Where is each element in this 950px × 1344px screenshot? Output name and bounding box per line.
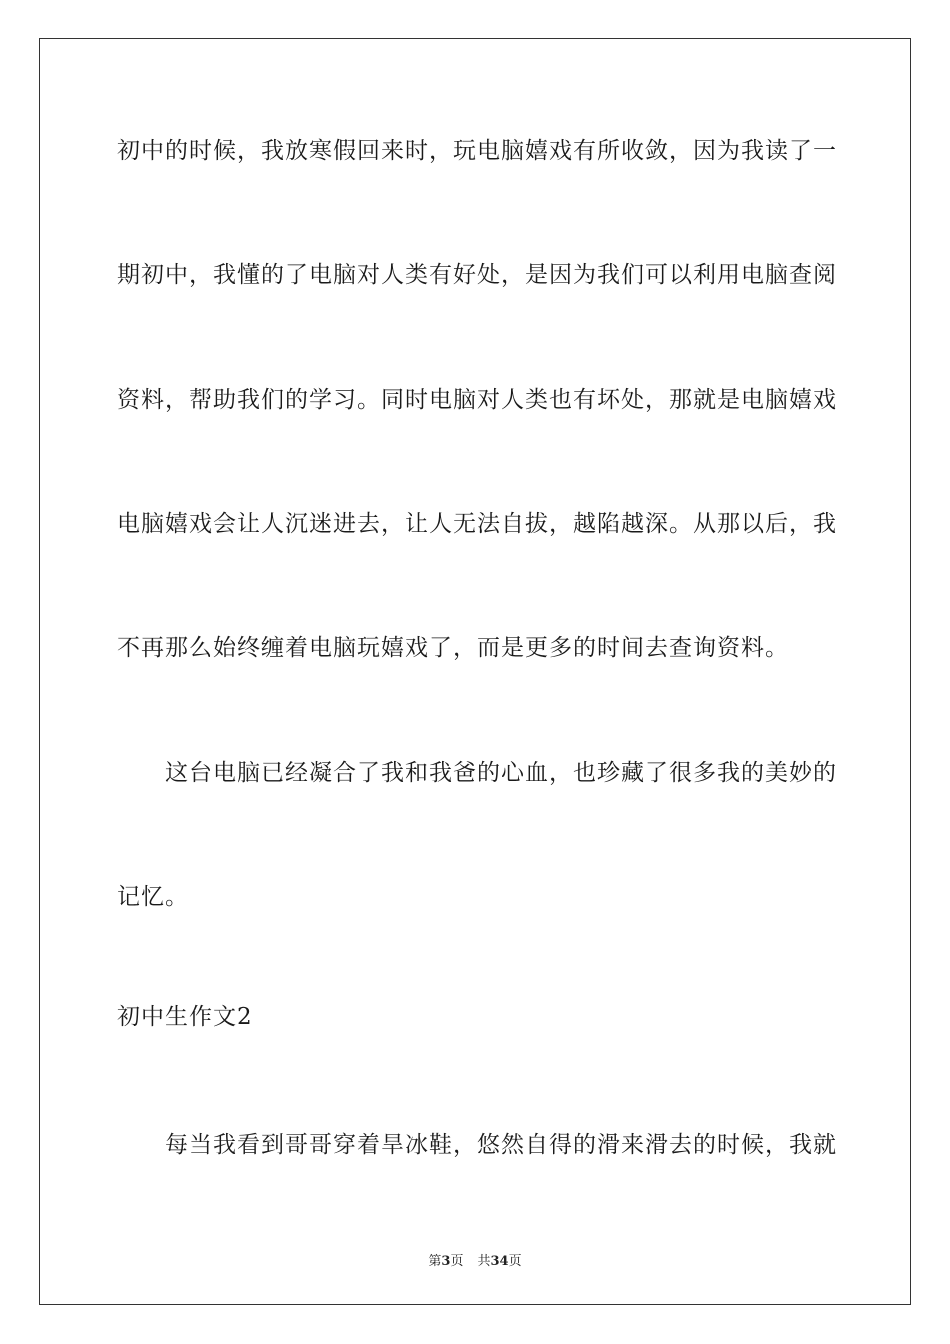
section-heading: 初中生作文2 <box>117 1004 253 1030</box>
paragraph-line: 初中的时候，我放寒假回来时，玩电脑嬉戏有所收敛，因为我读了一 <box>117 138 837 164</box>
footer-total-prefix: 共 <box>477 1254 491 1269</box>
footer-total-suffix: 页 <box>508 1254 522 1269</box>
paragraph-line: 资料，帮助我们的学习。同时电脑对人类也有坏处，那就是电脑嬉戏 <box>117 387 837 413</box>
paragraph-line: 记忆。 <box>117 884 189 910</box>
page-footer <box>0 1250 950 1269</box>
footer-page-prefix: 第 <box>428 1254 442 1269</box>
page-border <box>39 38 911 1305</box>
footer-page-suffix: 页 <box>450 1254 464 1269</box>
paragraph-line: 电脑嬉戏会让人沉迷进去，让人无法自拔，越陷越深。从那以后，我 <box>117 511 837 537</box>
paragraph-line: 期初中，我懂的了电脑对人类有好处，是因为我们可以利用电脑查阅 <box>117 262 837 288</box>
footer-page-number: 3 <box>441 1254 451 1269</box>
footer-total-number: 34 <box>490 1254 509 1269</box>
paragraph-line: 不再那么始终缠着电脑玩嬉戏了，而是更多的时间去查询资料。 <box>117 635 789 661</box>
paragraph-line: 这台电脑已经凝合了我和我爸的心血，也珍藏了很多我的美妙的 <box>165 760 837 786</box>
paragraph-line: 每当我看到哥哥穿着旱冰鞋，悠然自得的滑来滑去的时候，我就 <box>165 1132 837 1158</box>
